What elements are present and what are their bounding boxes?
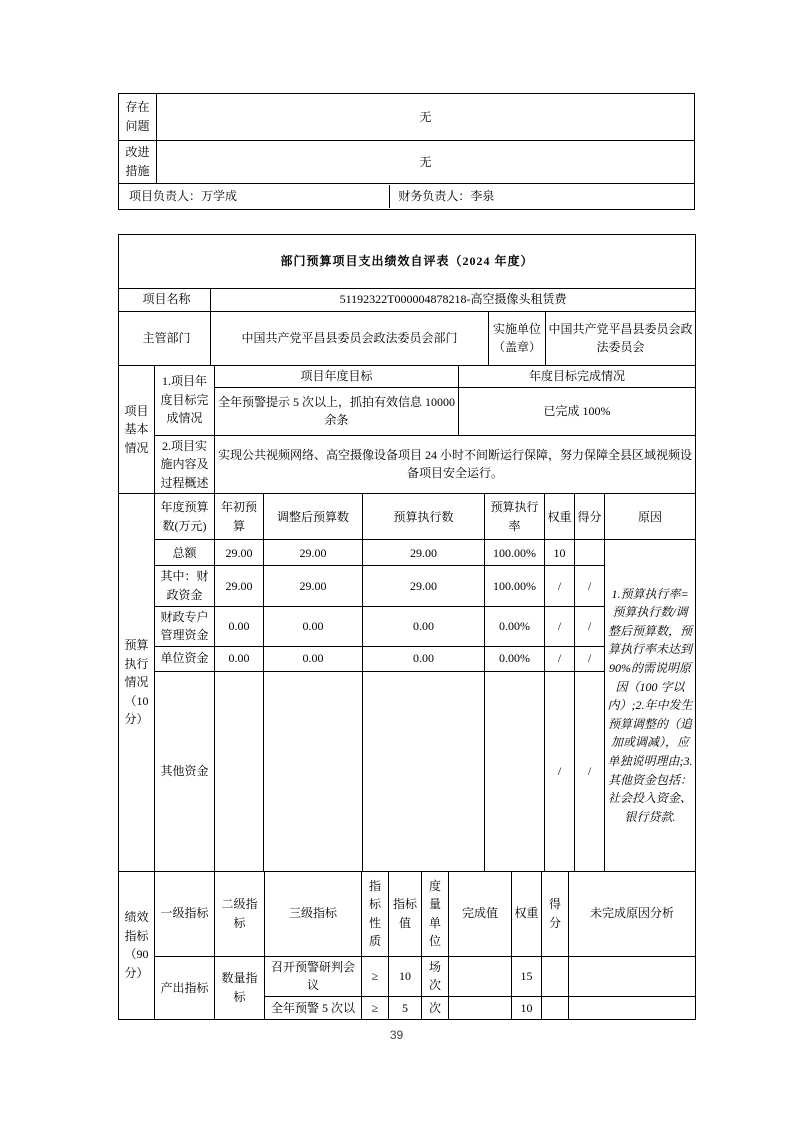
budget-header-score: 得分 <box>575 494 605 540</box>
improvement-measures-label: 改进措施 <box>119 141 157 184</box>
budget-unit-rate: 0.00% <box>485 646 545 671</box>
project-manager: 项目负责人：万学成 <box>129 189 238 203</box>
budget-header-weight: 权重 <box>545 494 575 540</box>
perf-meeting-analysis <box>569 956 696 996</box>
budget-unit-adjusted: 0.00 <box>264 646 363 671</box>
table-row <box>119 494 696 540</box>
budget-header-executed: 预算执行数 <box>363 494 485 540</box>
perf-warning-unit: 次 <box>422 996 449 1019</box>
budget-unit-weight: / <box>545 646 575 671</box>
department-label: 主管部门 <box>119 311 211 365</box>
perf-header-completed: 完成值 <box>449 871 512 956</box>
budget-unit-initial: 0.00 <box>215 646 264 671</box>
budget-total-initial: 29.00 <box>215 540 264 566</box>
budget-special-executed: 0.00 <box>363 606 485 646</box>
perf-header-nature: 指标性质 <box>362 871 389 956</box>
table-row <box>119 540 696 566</box>
budget-fiscal-weight: / <box>545 566 575 606</box>
perf-meeting-unit: 场次 <box>422 956 449 996</box>
implementing-unit-label: 实施单位（盖章） <box>489 311 546 365</box>
table-row <box>119 435 696 494</box>
annual-goal-header: 项目年度目标 <box>215 365 459 387</box>
perf-header-score: 得分 <box>542 871 569 956</box>
budget-special-score: / <box>575 606 605 646</box>
perf-header-level3: 三级指标 <box>265 871 362 956</box>
implementation-item-label: 2.项目实施内容及过程概述 <box>155 435 215 494</box>
budget-row-unit-label: 单位资金 <box>155 646 215 671</box>
perf-warning-analysis <box>569 996 696 1019</box>
table-row <box>119 184 695 210</box>
performance-indicators-section <box>118 871 696 1020</box>
basic-info-section <box>118 365 696 495</box>
existing-problems-value: 无 <box>157 94 695 141</box>
project-name-value: 51192322T000004878218-高空摄像头租赁费 <box>211 288 696 311</box>
budget-header-rate: 预算执行率 <box>485 494 545 540</box>
budget-special-weight: / <box>545 606 575 646</box>
perf-meeting-score <box>542 956 569 996</box>
budget-special-initial: 0.00 <box>215 606 264 646</box>
goal-completion-header: 年度目标完成情况 <box>459 365 696 387</box>
annual-goal-text: 全年预警提示 5 次以上，抓拍有效信息 10000 余条 <box>215 387 459 435</box>
report-title: 部门预算项目支出绩效自评表（2024 年度） <box>119 234 696 288</box>
budget-other-weight: / <box>545 671 575 871</box>
table-row <box>119 141 695 184</box>
implementing-unit-value: 中国共产党平昌县委员会政法委员会 <box>546 311 696 365</box>
perf-header-level1: 一级指标 <box>155 871 215 956</box>
perf-level2-quantity: 数量指标 <box>215 956 265 1019</box>
budget-header-annual: 年度预算数(万元) <box>155 494 215 540</box>
budget-header-reason: 原因 <box>605 494 696 540</box>
budget-fiscal-score: / <box>575 566 605 606</box>
budget-other-initial <box>215 671 264 871</box>
perf-header-target: 指标值 <box>389 871 422 956</box>
budget-other-rate <box>485 671 545 871</box>
budget-unit-score: / <box>575 646 605 671</box>
perf-header-unit: 度量单位 <box>422 871 449 956</box>
perf-header-weight: 权重 <box>512 871 542 956</box>
perf-meeting-target: 10 <box>389 956 422 996</box>
perf-meeting-completed <box>449 956 512 996</box>
implementation-text: 实现公共视频网络、高空摄像设备项目 24 小时不间断运行保障，努力保障全县区域视频设备项目安全运行。 <box>215 435 696 494</box>
perf-warning-score <box>542 996 569 1019</box>
perf-header-level2: 二级指标 <box>215 871 265 956</box>
perf-warning-nature: ≥ <box>362 996 389 1019</box>
budget-total-score <box>575 540 605 566</box>
table-row <box>119 871 696 956</box>
annual-goal-item-label: 1.项目年度目标完成情况 <box>155 365 215 435</box>
page-number: 39 <box>389 1028 404 1042</box>
previous-page-summary-table <box>118 93 695 210</box>
perf-level1-output: 产出指标 <box>155 956 215 1019</box>
budget-execution-section <box>118 493 696 871</box>
table-row <box>119 288 696 311</box>
table-row <box>119 234 696 288</box>
perf-indicator-meeting: 召开预警研判会议 <box>265 956 362 996</box>
budget-unit-executed: 0.00 <box>363 646 485 671</box>
budget-fiscal-initial: 29.00 <box>215 566 264 606</box>
perf-indicator-warning: 全年预警 5 次以 <box>265 996 362 1019</box>
budget-section-label: 预算执行情况（10 分） <box>119 494 155 871</box>
performance-section-label: 绩效指标（90 分） <box>119 871 155 1019</box>
budget-reason-note: 1.预算执行率=预算执行数/调整后预算数，预算执行率未达到90%的需说明原因（100 字以内）;2.年中发生预算调整的（追加或调减），应单独说明理由;3.其他资金包括：社会投入资金、银行贷款. <box>605 540 696 871</box>
budget-row-other-label: 其他资金 <box>155 671 215 871</box>
perf-warning-target: 5 <box>389 996 422 1019</box>
budget-special-adjusted: 0.00 <box>264 606 363 646</box>
budget-row-special-label: 财政专户管理资金 <box>155 606 215 646</box>
budget-total-adjusted: 29.00 <box>264 540 363 566</box>
budget-fiscal-adjusted: 29.00 <box>264 566 363 606</box>
goal-completion-text: 已完成 100% <box>459 387 696 435</box>
perf-warning-completed <box>449 996 512 1019</box>
improvement-measures-value: 无 <box>157 141 695 184</box>
basic-info-section-label: 项目基本情况 <box>119 365 155 494</box>
budget-header-adjusted: 调整后预算数 <box>264 494 363 540</box>
perf-header-analysis: 未完成原因分析 <box>569 871 696 956</box>
table-row <box>119 365 696 387</box>
budget-other-executed <box>363 671 485 871</box>
table-row <box>119 311 696 365</box>
table-row <box>119 956 696 996</box>
self-evaluation-table-header <box>118 234 696 366</box>
budget-other-adjusted <box>264 671 363 871</box>
existing-problems-label: 存在问题 <box>119 94 157 141</box>
perf-meeting-nature: ≥ <box>362 956 389 996</box>
budget-other-score: / <box>575 671 605 871</box>
document-body <box>118 93 696 1020</box>
responsible-persons-row <box>119 184 695 210</box>
budget-total-weight: 10 <box>545 540 575 566</box>
budget-row-total-label: 总额 <box>155 540 215 566</box>
budget-total-executed: 29.00 <box>363 540 485 566</box>
budget-special-rate: 0.00% <box>485 606 545 646</box>
responsible-persons <box>121 185 692 208</box>
budget-total-rate: 100.00% <box>485 540 545 566</box>
budget-header-initial: 年初预算 <box>215 494 264 540</box>
perf-warning-weight: 10 <box>512 996 542 1019</box>
table-row <box>119 94 695 141</box>
budget-fiscal-executed: 29.00 <box>363 566 485 606</box>
finance-manager: 财务负责人：李泉 <box>389 185 692 208</box>
perf-meeting-weight: 15 <box>512 956 542 996</box>
department-value: 中国共产党平昌县委员会政法委员会部门 <box>211 311 489 365</box>
project-name-label: 项目名称 <box>119 288 211 311</box>
budget-fiscal-rate: 100.00% <box>485 566 545 606</box>
budget-row-fiscal-label: 其中：财政资金 <box>155 566 215 606</box>
